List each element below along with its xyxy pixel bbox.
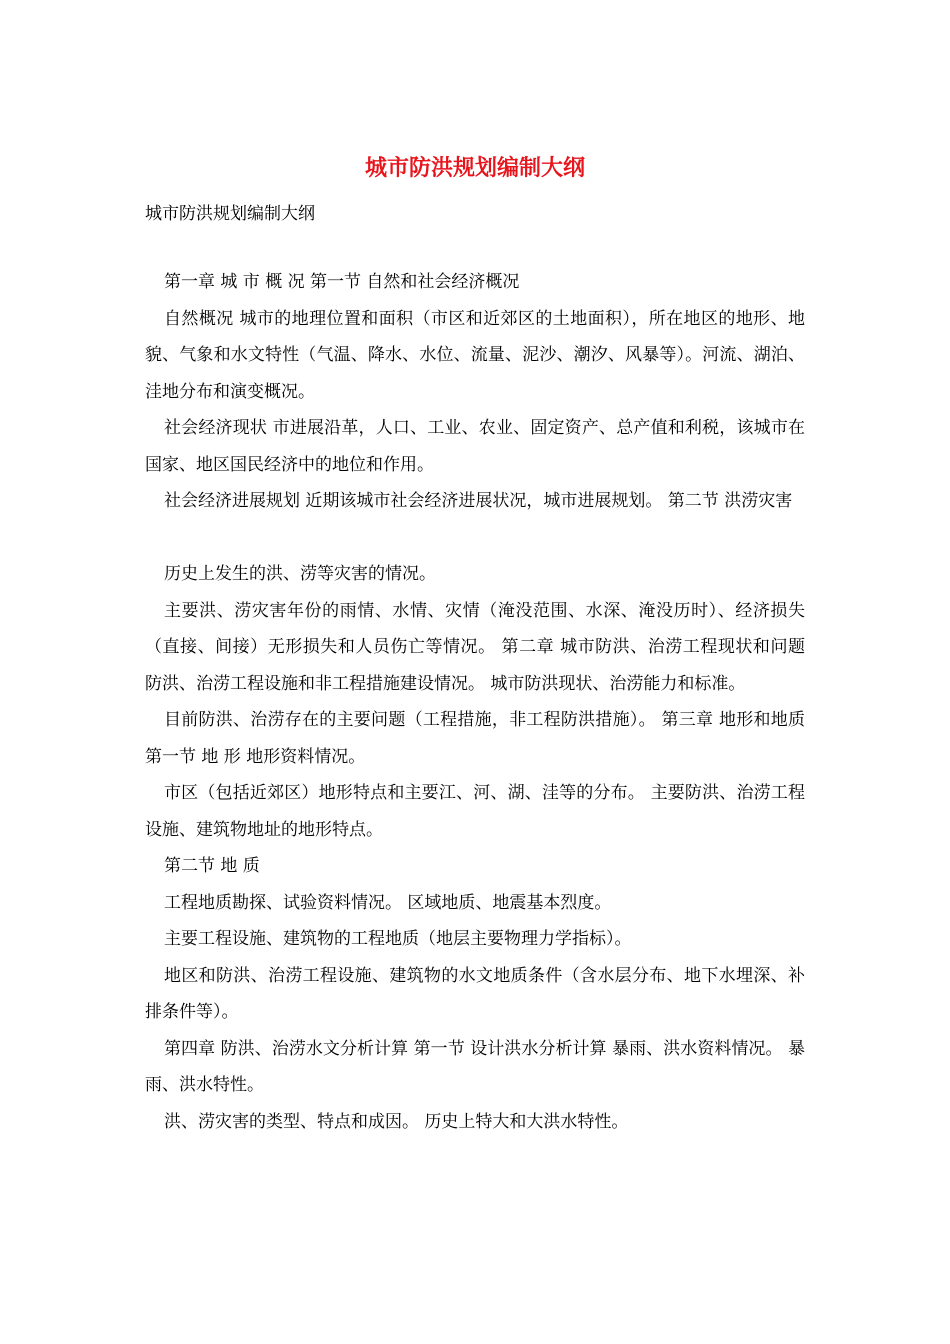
paragraph-hydrogeology: 地区和防洪、治涝工程设施、建筑物的水文地质条件（含水层分布、地下水埋深、补排条件等）。 (145, 965, 805, 1022)
paragraph-development-plan: 社会经济进展规划 近期该城市社会经济进展状况，城市进展规划。 第二节 洪涝灾害 (164, 491, 793, 511)
paragraph-geological-survey: 工程地质勘探、试验资料情况。 区域地质、地震基本烈度。 (164, 892, 612, 913)
paragraph-engineering-geology: 主要工程设施、建筑物的工程地质（地层主要物理力学指标）。 (164, 929, 632, 949)
paragraph-current-problems: 目前防洪、治涝存在的主要问题（工程措施，非工程防洪措施）。 第三章 地形和地质 第一节 地 形 地形资料情况。 (145, 710, 805, 767)
paragraph-chapter-4-heading: 第四章 防洪、治涝水文分析计算 第一节 设计洪水分析计算 暴雨、洪水资料情况。 暴雨、洪水特性。 (145, 1038, 805, 1095)
document-body (145, 264, 805, 1140)
paragraph-flood-history: 历史上发生的洪、涝等灾害的情况。 (164, 564, 436, 584)
paragraph-section-geology: 第二节 地 质 (164, 856, 260, 876)
document-subtitle: 城市防洪规划编制大纲 (145, 204, 315, 224)
document-title: 城市防洪规划编制大纲 (364, 155, 585, 181)
paragraph-chapter-1-heading: 第一章 城 市 概 况 第一节 自然和社会经济概况 (164, 272, 520, 292)
paragraph-natural-overview: 自然概况 城市的地理位置和面积（市区和近郊区的土地面积），所在地区的地形、地貌、气象和水文特性（气温、降水、水位、流量、泥沙、潮汐、风暴等）。河流、湖泊、洼地分布和演变概况。 (145, 308, 805, 402)
paragraph-flood-types: 洪、涝灾害的类型、特点和成因。 历史上特大和大洪水特性。 (164, 1111, 629, 1132)
paragraph-socioeconomic-status: 社会经济现状 市进展沿革，人口、工业、农业、固定资产、总产值和利税，该城市在国家、地区国民经济中的地位和作用。 (145, 418, 805, 475)
paragraph-terrain-features: 市区（包括近郊区）地形特点和主要江、河、湖、洼等的分布。 主要防洪、治涝工程设施、建筑物地址的地形特点。 (145, 783, 805, 840)
paragraph-disaster-years: 主要洪、涝灾害年份的雨情、水情、灾情（淹没范围、水深、淹没历时）、经济损失（直接、间接）无形损失和人员伤亡等情况。 第二章 城市防洪、治涝工程现状和问题 防洪、治涝工程设施和非工程措施建设情况。 城市防洪现状、治涝能力和标准。 (145, 600, 805, 694)
